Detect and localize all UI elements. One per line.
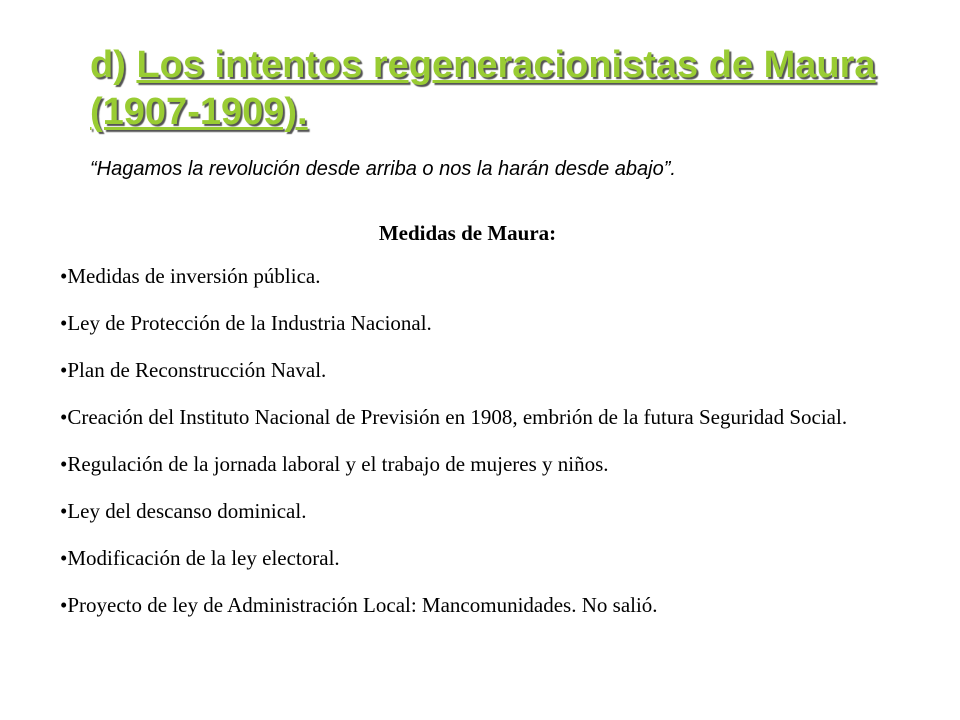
bullet-glyph: • (60, 546, 68, 570)
bullet-glyph: • (60, 264, 68, 288)
title-main: Los intentos regeneracionistas de Maura (1907-1909). (90, 44, 876, 133)
measures-heading: Medidas de Maura: (378, 221, 557, 245)
title-prefix: d) (90, 44, 137, 86)
measures-list (60, 262, 910, 638)
bullet-glyph: • (60, 452, 68, 476)
list-item (60, 356, 910, 384)
bullet-glyph: • (60, 499, 68, 523)
bullet-glyph: • (60, 405, 68, 429)
bullet-glyph: • (60, 358, 68, 382)
list-item-text: Medidas de inversión pública. (67, 264, 321, 288)
list-item-text: Plan de Reconstrucción Naval. (67, 358, 327, 382)
list-item-text: Modificación de la ley electoral. (67, 546, 340, 570)
list-item (60, 309, 910, 337)
maura-quote: “Hagamos la revolución desde arriba o nos la harán desde abajo”. (90, 158, 676, 180)
list-item (60, 544, 910, 572)
list-item (60, 450, 910, 478)
slide-title (90, 42, 890, 136)
list-item (60, 591, 910, 619)
list-item-text: Proyecto de ley de Administración Local: Mancomunidades. No salió. (67, 593, 658, 617)
bullet-glyph: • (60, 593, 68, 617)
list-item-text: Regulación de la jornada laboral y el trabajo de mujeres y niños. (67, 452, 609, 476)
list-item-text: Ley del descanso dominical. (67, 499, 307, 523)
list-item (60, 497, 910, 525)
bullet-glyph: • (60, 311, 68, 335)
list-item (60, 403, 910, 431)
list-item-text: Creación del Instituto Nacional de Previsión en 1908, embrión de la futura Seguridad Social. (67, 405, 848, 429)
list-item (60, 262, 910, 290)
list-item-text: Ley de Protección de la Industria Nacional. (67, 311, 432, 335)
